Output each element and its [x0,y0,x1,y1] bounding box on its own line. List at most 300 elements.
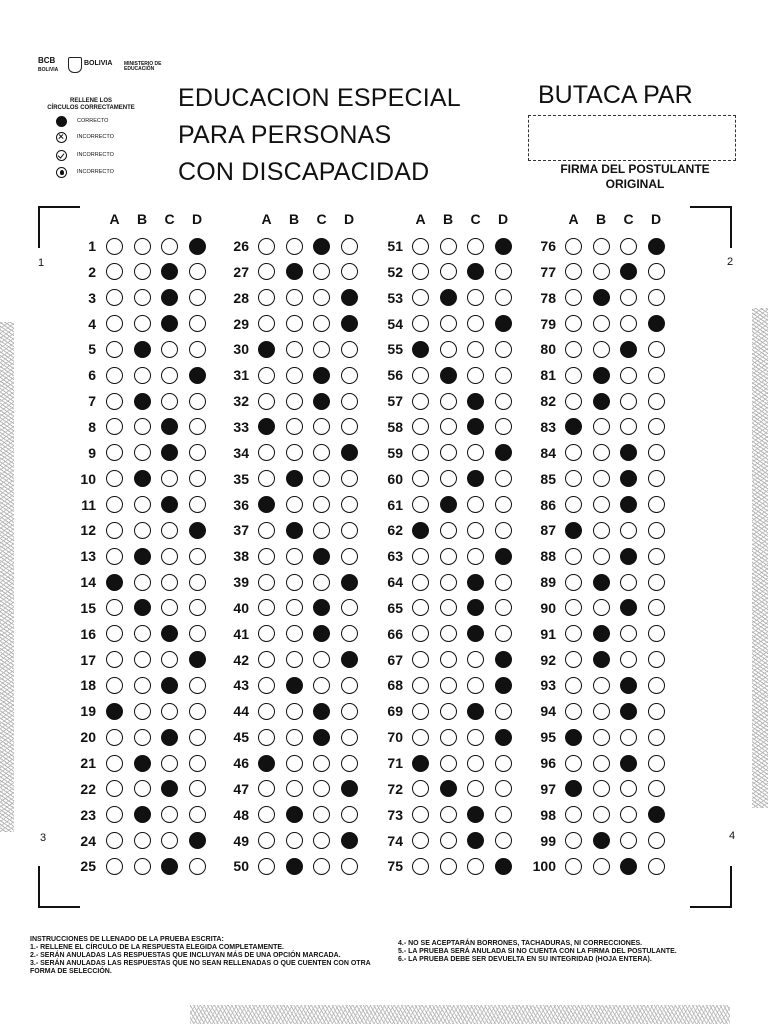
answer-bubble-39-c[interactable] [313,574,330,591]
answer-bubble-71-c[interactable] [467,755,484,772]
answer-bubble-19-a[interactable] [106,703,123,720]
answer-bubble-97-a[interactable] [565,780,582,797]
answer-bubble-68-b[interactable] [440,677,457,694]
answer-bubble-57-b[interactable] [440,393,457,410]
answer-bubble-65-c[interactable] [467,599,484,616]
answer-bubble-68-d[interactable] [495,677,512,694]
answer-bubble-60-d[interactable] [495,470,512,487]
answer-bubble-82-a[interactable] [565,393,582,410]
answer-bubble-14-c[interactable] [161,574,178,591]
answer-bubble-24-a[interactable] [106,832,123,849]
answer-bubble-76-c[interactable] [620,238,637,255]
answer-bubble-83-d[interactable] [648,418,665,435]
answer-bubble-67-b[interactable] [440,651,457,668]
answer-bubble-34-d[interactable] [341,444,358,461]
answer-bubble-3-a[interactable] [106,289,123,306]
answer-bubble-71-d[interactable] [495,755,512,772]
answer-bubble-52-b[interactable] [440,263,457,280]
answer-bubble-44-b[interactable] [286,703,303,720]
answer-bubble-41-d[interactable] [341,625,358,642]
answer-bubble-71-b[interactable] [440,755,457,772]
answer-bubble-29-b[interactable] [286,315,303,332]
answer-bubble-53-d[interactable] [495,289,512,306]
answer-bubble-10-c[interactable] [161,470,178,487]
answer-bubble-63-b[interactable] [440,548,457,565]
answer-bubble-66-b[interactable] [440,625,457,642]
answer-bubble-77-a[interactable] [565,263,582,280]
answer-bubble-97-d[interactable] [648,780,665,797]
answer-bubble-27-b[interactable] [286,263,303,280]
answer-bubble-71-a[interactable] [412,755,429,772]
answer-bubble-63-a[interactable] [412,548,429,565]
answer-bubble-73-d[interactable] [495,806,512,823]
answer-bubble-31-b[interactable] [286,367,303,384]
answer-bubble-87-c[interactable] [620,522,637,539]
answer-bubble-99-d[interactable] [648,832,665,849]
answer-bubble-82-c[interactable] [620,393,637,410]
answer-bubble-96-a[interactable] [565,755,582,772]
answer-bubble-54-d[interactable] [495,315,512,332]
answer-bubble-25-a[interactable] [106,858,123,875]
answer-bubble-77-c[interactable] [620,263,637,280]
answer-bubble-94-d[interactable] [648,703,665,720]
answer-bubble-6-d[interactable] [189,367,206,384]
answer-bubble-27-a[interactable] [258,263,275,280]
answer-bubble-95-d[interactable] [648,729,665,746]
answer-bubble-49-c[interactable] [313,832,330,849]
answer-bubble-84-d[interactable] [648,444,665,461]
answer-bubble-82-d[interactable] [648,393,665,410]
answer-bubble-5-a[interactable] [106,341,123,358]
answer-bubble-29-c[interactable] [313,315,330,332]
answer-bubble-15-d[interactable] [189,599,206,616]
answer-bubble-19-c[interactable] [161,703,178,720]
answer-bubble-52-c[interactable] [467,263,484,280]
answer-bubble-56-b[interactable] [440,367,457,384]
answer-bubble-43-d[interactable] [341,677,358,694]
answer-bubble-2-b[interactable] [134,263,151,280]
answer-bubble-65-d[interactable] [495,599,512,616]
answer-bubble-18-b[interactable] [134,677,151,694]
answer-bubble-34-a[interactable] [258,444,275,461]
answer-bubble-11-a[interactable] [106,496,123,513]
answer-bubble-37-c[interactable] [313,522,330,539]
answer-bubble-98-b[interactable] [593,806,610,823]
answer-bubble-16-d[interactable] [189,625,206,642]
answer-bubble-12-a[interactable] [106,522,123,539]
answer-bubble-37-a[interactable] [258,522,275,539]
answer-bubble-64-a[interactable] [412,574,429,591]
answer-bubble-81-b[interactable] [593,367,610,384]
answer-bubble-16-a[interactable] [106,625,123,642]
answer-bubble-48-d[interactable] [341,806,358,823]
answer-bubble-66-d[interactable] [495,625,512,642]
answer-bubble-32-c[interactable] [313,393,330,410]
answer-bubble-94-a[interactable] [565,703,582,720]
answer-bubble-36-c[interactable] [313,496,330,513]
answer-bubble-62-b[interactable] [440,522,457,539]
answer-bubble-5-d[interactable] [189,341,206,358]
answer-bubble-3-d[interactable] [189,289,206,306]
answer-bubble-100-d[interactable] [648,858,665,875]
answer-bubble-58-b[interactable] [440,418,457,435]
answer-bubble-28-a[interactable] [258,289,275,306]
answer-bubble-17-c[interactable] [161,651,178,668]
answer-bubble-25-b[interactable] [134,858,151,875]
answer-bubble-12-c[interactable] [161,522,178,539]
answer-bubble-69-d[interactable] [495,703,512,720]
answer-bubble-32-d[interactable] [341,393,358,410]
answer-bubble-56-a[interactable] [412,367,429,384]
answer-bubble-90-d[interactable] [648,599,665,616]
answer-bubble-48-a[interactable] [258,806,275,823]
answer-bubble-74-c[interactable] [467,832,484,849]
answer-bubble-22-b[interactable] [134,780,151,797]
answer-bubble-46-c[interactable] [313,755,330,772]
answer-bubble-30-d[interactable] [341,341,358,358]
answer-bubble-95-b[interactable] [593,729,610,746]
answer-bubble-78-b[interactable] [593,289,610,306]
answer-bubble-24-b[interactable] [134,832,151,849]
answer-bubble-79-b[interactable] [593,315,610,332]
answer-bubble-100-b[interactable] [593,858,610,875]
answer-bubble-57-c[interactable] [467,393,484,410]
answer-bubble-60-a[interactable] [412,470,429,487]
answer-bubble-78-c[interactable] [620,289,637,306]
answer-bubble-40-d[interactable] [341,599,358,616]
answer-bubble-21-a[interactable] [106,755,123,772]
answer-bubble-98-c[interactable] [620,806,637,823]
answer-bubble-30-b[interactable] [286,341,303,358]
answer-bubble-86-b[interactable] [593,496,610,513]
answer-bubble-84-a[interactable] [565,444,582,461]
answer-bubble-100-c[interactable] [620,858,637,875]
answer-bubble-68-a[interactable] [412,677,429,694]
answer-bubble-2-d[interactable] [189,263,206,280]
answer-bubble-81-c[interactable] [620,367,637,384]
answer-bubble-73-c[interactable] [467,806,484,823]
answer-bubble-12-d[interactable] [189,522,206,539]
answer-bubble-83-c[interactable] [620,418,637,435]
answer-bubble-75-c[interactable] [467,858,484,875]
answer-bubble-57-d[interactable] [495,393,512,410]
answer-bubble-97-b[interactable] [593,780,610,797]
answer-bubble-7-d[interactable] [189,393,206,410]
answer-bubble-44-d[interactable] [341,703,358,720]
answer-bubble-17-a[interactable] [106,651,123,668]
answer-bubble-42-a[interactable] [258,651,275,668]
answer-bubble-25-c[interactable] [161,858,178,875]
answer-bubble-26-c[interactable] [313,238,330,255]
answer-bubble-35-b[interactable] [286,470,303,487]
answer-bubble-87-a[interactable] [565,522,582,539]
answer-bubble-8-d[interactable] [189,418,206,435]
answer-bubble-61-d[interactable] [495,496,512,513]
answer-bubble-96-c[interactable] [620,755,637,772]
answer-bubble-35-c[interactable] [313,470,330,487]
answer-bubble-12-b[interactable] [134,522,151,539]
answer-bubble-35-d[interactable] [341,470,358,487]
answer-bubble-81-a[interactable] [565,367,582,384]
answer-bubble-95-c[interactable] [620,729,637,746]
answer-bubble-79-c[interactable] [620,315,637,332]
answer-bubble-16-c[interactable] [161,625,178,642]
answer-bubble-34-c[interactable] [313,444,330,461]
answer-bubble-100-a[interactable] [565,858,582,875]
answer-bubble-19-d[interactable] [189,703,206,720]
answer-bubble-82-b[interactable] [593,393,610,410]
answer-bubble-20-b[interactable] [134,729,151,746]
answer-bubble-34-b[interactable] [286,444,303,461]
answer-bubble-4-c[interactable] [161,315,178,332]
answer-bubble-52-d[interactable] [495,263,512,280]
answer-bubble-36-b[interactable] [286,496,303,513]
answer-bubble-55-b[interactable] [440,341,457,358]
answer-bubble-53-b[interactable] [440,289,457,306]
answer-bubble-64-d[interactable] [495,574,512,591]
answer-bubble-17-d[interactable] [189,651,206,668]
answer-bubble-41-a[interactable] [258,625,275,642]
answer-bubble-54-b[interactable] [440,315,457,332]
answer-bubble-69-a[interactable] [412,703,429,720]
answer-bubble-40-c[interactable] [313,599,330,616]
answer-bubble-47-c[interactable] [313,780,330,797]
answer-bubble-92-a[interactable] [565,651,582,668]
answer-bubble-18-c[interactable] [161,677,178,694]
answer-bubble-17-b[interactable] [134,651,151,668]
answer-bubble-96-d[interactable] [648,755,665,772]
answer-bubble-13-c[interactable] [161,548,178,565]
answer-bubble-8-c[interactable] [161,418,178,435]
answer-bubble-88-a[interactable] [565,548,582,565]
answer-bubble-66-a[interactable] [412,625,429,642]
answer-bubble-93-b[interactable] [593,677,610,694]
answer-bubble-14-b[interactable] [134,574,151,591]
answer-bubble-73-b[interactable] [440,806,457,823]
answer-bubble-99-c[interactable] [620,832,637,849]
answer-bubble-44-a[interactable] [258,703,275,720]
answer-bubble-29-a[interactable] [258,315,275,332]
answer-bubble-90-c[interactable] [620,599,637,616]
answer-bubble-1-a[interactable] [106,238,123,255]
answer-bubble-76-b[interactable] [593,238,610,255]
answer-bubble-49-a[interactable] [258,832,275,849]
answer-bubble-37-b[interactable] [286,522,303,539]
answer-bubble-33-d[interactable] [341,418,358,435]
answer-bubble-91-b[interactable] [593,625,610,642]
answer-bubble-51-c[interactable] [467,238,484,255]
answer-bubble-7-a[interactable] [106,393,123,410]
answer-bubble-2-a[interactable] [106,263,123,280]
answer-bubble-70-c[interactable] [467,729,484,746]
answer-bubble-29-d[interactable] [341,315,358,332]
answer-bubble-40-a[interactable] [258,599,275,616]
answer-bubble-54-a[interactable] [412,315,429,332]
answer-bubble-97-c[interactable] [620,780,637,797]
answer-bubble-5-b[interactable] [134,341,151,358]
answer-bubble-65-a[interactable] [412,599,429,616]
answer-bubble-47-a[interactable] [258,780,275,797]
answer-bubble-61-b[interactable] [440,496,457,513]
answer-bubble-61-a[interactable] [412,496,429,513]
answer-bubble-49-d[interactable] [341,832,358,849]
answer-bubble-41-b[interactable] [286,625,303,642]
answer-bubble-46-a[interactable] [258,755,275,772]
answer-bubble-45-a[interactable] [258,729,275,746]
answer-bubble-59-b[interactable] [440,444,457,461]
answer-bubble-74-b[interactable] [440,832,457,849]
answer-bubble-27-c[interactable] [313,263,330,280]
answer-bubble-8-a[interactable] [106,418,123,435]
answer-bubble-51-a[interactable] [412,238,429,255]
answer-bubble-22-c[interactable] [161,780,178,797]
answer-bubble-90-a[interactable] [565,599,582,616]
answer-bubble-28-d[interactable] [341,289,358,306]
answer-bubble-88-c[interactable] [620,548,637,565]
answer-bubble-33-c[interactable] [313,418,330,435]
answer-bubble-91-d[interactable] [648,625,665,642]
answer-bubble-63-c[interactable] [467,548,484,565]
answer-bubble-2-c[interactable] [161,263,178,280]
answer-bubble-69-c[interactable] [467,703,484,720]
answer-bubble-88-b[interactable] [593,548,610,565]
answer-bubble-76-d[interactable] [648,238,665,255]
answer-bubble-98-d[interactable] [648,806,665,823]
answer-bubble-4-d[interactable] [189,315,206,332]
answer-bubble-10-b[interactable] [134,470,151,487]
answer-bubble-22-a[interactable] [106,780,123,797]
answer-bubble-59-c[interactable] [467,444,484,461]
answer-bubble-75-b[interactable] [440,858,457,875]
answer-bubble-85-b[interactable] [593,470,610,487]
answer-bubble-3-c[interactable] [161,289,178,306]
answer-bubble-55-d[interactable] [495,341,512,358]
answer-bubble-72-a[interactable] [412,780,429,797]
answer-bubble-33-a[interactable] [258,418,275,435]
answer-bubble-53-a[interactable] [412,289,429,306]
answer-bubble-60-b[interactable] [440,470,457,487]
answer-bubble-11-b[interactable] [134,496,151,513]
answer-bubble-43-c[interactable] [313,677,330,694]
answer-bubble-93-a[interactable] [565,677,582,694]
answer-bubble-79-d[interactable] [648,315,665,332]
answer-bubble-50-b[interactable] [286,858,303,875]
answer-bubble-13-d[interactable] [189,548,206,565]
answer-bubble-45-b[interactable] [286,729,303,746]
answer-bubble-3-b[interactable] [134,289,151,306]
answer-bubble-94-b[interactable] [593,703,610,720]
answer-bubble-20-c[interactable] [161,729,178,746]
answer-bubble-94-c[interactable] [620,703,637,720]
answer-bubble-40-b[interactable] [286,599,303,616]
answer-bubble-45-d[interactable] [341,729,358,746]
answer-bubble-56-c[interactable] [467,367,484,384]
answer-bubble-4-a[interactable] [106,315,123,332]
answer-bubble-86-c[interactable] [620,496,637,513]
answer-bubble-6-a[interactable] [106,367,123,384]
answer-bubble-24-c[interactable] [161,832,178,849]
answer-bubble-80-a[interactable] [565,341,582,358]
answer-bubble-72-b[interactable] [440,780,457,797]
answer-bubble-70-a[interactable] [412,729,429,746]
answer-bubble-81-d[interactable] [648,367,665,384]
answer-bubble-23-a[interactable] [106,806,123,823]
answer-bubble-6-b[interactable] [134,367,151,384]
answer-bubble-50-d[interactable] [341,858,358,875]
answer-bubble-30-a[interactable] [258,341,275,358]
answer-bubble-84-b[interactable] [593,444,610,461]
answer-bubble-85-a[interactable] [565,470,582,487]
answer-bubble-75-d[interactable] [495,858,512,875]
answer-bubble-67-c[interactable] [467,651,484,668]
answer-bubble-86-a[interactable] [565,496,582,513]
answer-bubble-84-c[interactable] [620,444,637,461]
answer-bubble-63-d[interactable] [495,548,512,565]
answer-bubble-18-d[interactable] [189,677,206,694]
answer-bubble-38-d[interactable] [341,548,358,565]
answer-bubble-9-a[interactable] [106,444,123,461]
answer-bubble-39-a[interactable] [258,574,275,591]
answer-bubble-43-a[interactable] [258,677,275,694]
answer-bubble-1-c[interactable] [161,238,178,255]
answer-bubble-23-c[interactable] [161,806,178,823]
answer-bubble-56-d[interactable] [495,367,512,384]
answer-bubble-9-c[interactable] [161,444,178,461]
answer-bubble-80-d[interactable] [648,341,665,358]
answer-bubble-10-a[interactable] [106,470,123,487]
answer-bubble-57-a[interactable] [412,393,429,410]
answer-bubble-62-d[interactable] [495,522,512,539]
answer-bubble-98-a[interactable] [565,806,582,823]
answer-bubble-25-d[interactable] [189,858,206,875]
answer-bubble-89-a[interactable] [565,574,582,591]
answer-bubble-51-d[interactable] [495,238,512,255]
answer-bubble-80-b[interactable] [593,341,610,358]
answer-bubble-58-c[interactable] [467,418,484,435]
answer-bubble-61-c[interactable] [467,496,484,513]
answer-bubble-78-d[interactable] [648,289,665,306]
answer-bubble-41-c[interactable] [313,625,330,642]
answer-bubble-86-d[interactable] [648,496,665,513]
answer-bubble-76-a[interactable] [565,238,582,255]
answer-bubble-42-c[interactable] [313,651,330,668]
answer-bubble-92-d[interactable] [648,651,665,668]
answer-bubble-74-d[interactable] [495,832,512,849]
answer-bubble-83-a[interactable] [565,418,582,435]
answer-bubble-14-a[interactable] [106,574,123,591]
answer-bubble-66-c[interactable] [467,625,484,642]
answer-bubble-77-d[interactable] [648,263,665,280]
answer-bubble-20-d[interactable] [189,729,206,746]
answer-bubble-92-b[interactable] [593,651,610,668]
answer-bubble-48-b[interactable] [286,806,303,823]
answer-bubble-5-c[interactable] [161,341,178,358]
answer-bubble-85-d[interactable] [648,470,665,487]
answer-bubble-51-b[interactable] [440,238,457,255]
answer-bubble-32-a[interactable] [258,393,275,410]
answer-bubble-65-b[interactable] [440,599,457,616]
answer-bubble-23-b[interactable] [134,806,151,823]
answer-bubble-59-d[interactable] [495,444,512,461]
answer-bubble-74-a[interactable] [412,832,429,849]
answer-bubble-58-d[interactable] [495,418,512,435]
answer-bubble-87-d[interactable] [648,522,665,539]
answer-bubble-19-b[interactable] [134,703,151,720]
answer-bubble-23-d[interactable] [189,806,206,823]
answer-bubble-20-a[interactable] [106,729,123,746]
answer-bubble-92-c[interactable] [620,651,637,668]
answer-bubble-46-d[interactable] [341,755,358,772]
